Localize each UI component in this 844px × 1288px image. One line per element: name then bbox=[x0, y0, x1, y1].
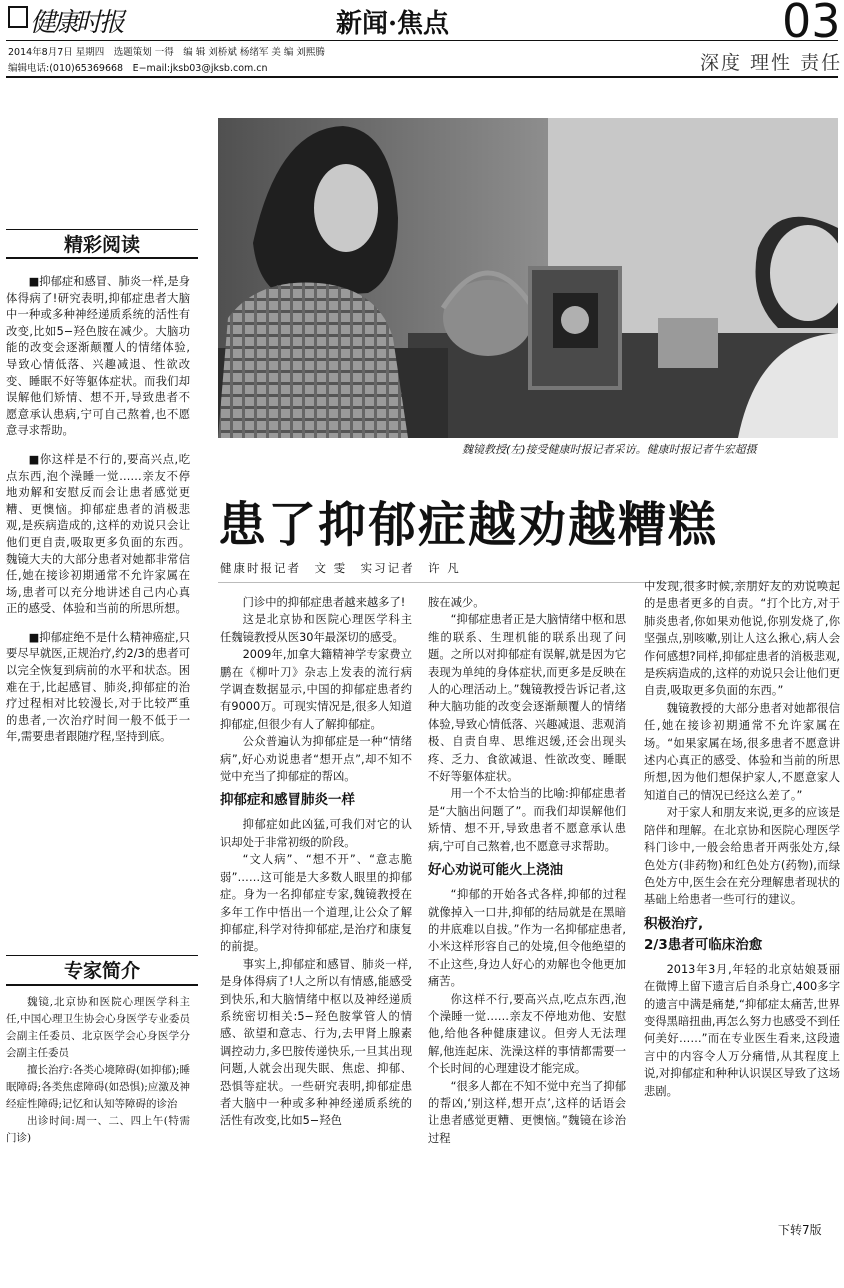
article-paragraph: “很多人都在不知不觉中充当了抑郁的帮凶,‘别这样,想开点’,这样的话语会让患者感觉更糟、更懊恼。”魏镜在诊治过程 bbox=[428, 1079, 626, 1145]
article-paragraph: 中发现,很多时候,亲朋好友的劝说唤起的是患者更多的自责。“打个比方,对于肺炎患者,你如果劝他说,你别发烧了,你坚强点,别咳嗽,别让人这么揪心,病人会作何感想?同样,抑郁症患者的消极悲观,是疾病造成的,这样的劝说只会让他们更自责,吸取更多负面的东西。” bbox=[644, 580, 840, 698]
highlight-item: ■抑郁症和感冒、肺炎一样,是身体得病了!研究表明,抑郁症患者大脑中一种或多种神经递质系统的活性有改变,比如5−羟色胺在减少。大脑功能的改变会逐渐颠覆人的情绪体验,导致心情低落、兴趣减退、性欲改变、睡眠不好等躯体症状。而我们却误解他们矫情、想不开,导致患者不愿意承认患病,宁可自己熬着,也不愿意寻求帮助。 bbox=[6, 275, 190, 438]
section-subheading: 积极治疗, 2/3患者可临床治愈 bbox=[644, 915, 763, 953]
expert-title-rule bbox=[6, 984, 198, 986]
article-paragraph: 胺在减少。 bbox=[428, 596, 485, 609]
article-paragraph: 公众普遍认为抑郁症是一种“情绪病”,好心劝说患者“想开点”,却不知不觉中充当了抑郁症的帮凶。 bbox=[220, 735, 412, 784]
header-rule-bottom bbox=[6, 76, 838, 78]
contact-line: 编辑电话:(010)65369668 E−mail:jksb03@jksb.com.cn bbox=[8, 63, 268, 74]
expert-clinic-hours: 出诊时间:周一、二、四上午(特需门诊) bbox=[6, 1115, 190, 1144]
motto: 深度 理性 责任 bbox=[700, 52, 843, 74]
article-paragraph: 门诊中的抑郁症患者越来越多了! bbox=[242, 596, 406, 609]
interview-photo-image bbox=[218, 118, 838, 438]
article-paragraph: 用一个不太恰当的比喻:抑郁症患者是“大脑出问题了”。而我们却误解他们矫情、想不开,导致患者不愿意承认患病,宁可自己熬着,也不愿意寻求帮助。 bbox=[428, 787, 626, 853]
article-column-3 bbox=[644, 578, 840, 1218]
highlights-title-rule bbox=[6, 257, 198, 259]
article-paragraph: 魏镜教授的大部分患者对她都很信任,她在接诊初期通常不允许家属在场。“如果家属在场,很多患者不愿意讲述内心真正的感受、体验和当前的所思所想,因为他们想保护家人,不愿意家人知道自己的情况已经这么差了。” bbox=[644, 701, 840, 802]
header-rule-top bbox=[6, 40, 838, 41]
newspaper-logo: 健康时报 bbox=[30, 8, 123, 38]
section-subheading: 抑郁症和感冒肺炎一样 bbox=[220, 792, 355, 809]
photo-caption: 魏镜教授(左)接受健康时报记者采访。健康时报记者牛宏超摄 bbox=[462, 443, 757, 456]
continued-on-page-note: 下转7版 bbox=[778, 1223, 822, 1237]
highlights-list bbox=[6, 274, 190, 938]
article-paragraph: 对于家人和朋友来说,更多的应该是陪伴和理解。在北京协和医院心理医学科门诊中,一般会给患者开两张处方,绿色处方(非药物)和红色处方(药物),而绿色处方中,医生会在充分理解患者现状的基础上给患者一些可行的建议。 bbox=[644, 806, 840, 907]
highlight-item: ■你这样是不行的,要高兴点,吃点东西,泡个澡睡一觉……亲友不停地劝解和安慰反而会让患者感觉更糟、更懊恼。抑郁症患者的消极悲观,是疾病造成的,这样的劝说只会让他们更自责,吸取更多负面的东西。魏镜大夫的大部分患者对她都非常信任,她在接诊初期通常不允许家属在场,患者可以充分地讲述自己内心真正的感受、体验和当前的所思所想。 bbox=[6, 452, 190, 616]
article-paragraph: “抑郁症患者正是大脑情绪中枢和思维的联系、生理机能的联系出现了问题。之所以对抑郁症有误解,就是因为它表现为单纯的身体症状,而更多是反映在人的心理活动上。”魏镜教授告诉记者,这种大脑功能的改变会逐渐颠覆人的情绪体验,导致心情低落、兴趣减退、悲观消极、自责自卑、思维迟缓,还会出现头疼、乏力、食欲减退、性欲改变、睡眠不好等躯体症状。 bbox=[428, 613, 626, 784]
article-headline: 患了抑郁症越劝越糟糕 bbox=[218, 497, 719, 553]
expert-specialties: 擅长治疗:各类心境障碍(如抑郁);睡眠障碍;各类焦虑障碍(如恐惧);应激及神经症性障碍;记忆和认知等障碍的诊治 bbox=[6, 1064, 190, 1110]
article-paragraph: 抑郁症如此凶猛,可我们对它的认识却处于非常初级的阶段。 bbox=[220, 818, 412, 849]
article-paragraph: “抑郁的开始各式各样,抑郁的过程就像掉入一口井,抑郁的结局就是在黑暗的井底难以自拔。”作为一名抑郁症患者,小米这样形容自己的处境,但令他绝望的不止这些,身边人好心的劝解也令他更加痛苦。 bbox=[428, 888, 626, 989]
article-paragraph: 你这样不行,要高兴点,吃点东西,泡个澡睡一觉……亲友不停地劝他、安慰他,给他各种健康建议。但旁人无法理解,他连起床、洗澡这样的事情都需要一个长时间的心理建设才能完成。 bbox=[428, 992, 626, 1076]
article-paragraph: 2013年3月,年轻的北京姑娘聂丽在微博上留下遗言后自杀身亡,400多字的遗言中满是痛楚,“抑郁症太痛苦,世界变得黑暗扭曲,再怎么努力也感受不到任何美好……”而在专业医生看来,这段遗言中的内容令人万分痛惜,从其程度上说,对抑郁症和种种认识误区导致了这场悲剧。 bbox=[644, 962, 840, 1098]
article-column-1 bbox=[220, 594, 412, 1226]
article-byline: 健康时报记者 文 雯 实习记者 许 凡 bbox=[220, 561, 461, 575]
expert-profile bbox=[6, 994, 190, 1204]
highlights-title: 精彩阅读 bbox=[63, 234, 140, 256]
article-paragraph: 事实上,抑郁症和感冒、肺炎一样,是身体得病了!人之所以有情感,能感受到快乐,和大脑情绪中枢以及神经递质系统密切相关:5−羟色胺掌管人的情感、欲望和意志、行为,去甲肾上腺素调控动力,多巴胺传递快乐,一旦其出现问题,人就会出现失眠、焦虑、抑郁、恐惧等症状。一些研究表明,抑郁症患者大脑中一种或多种神经递质系统的活性有改变,比如5−羟色 bbox=[220, 957, 412, 1128]
highlight-item: ■抑郁症绝不是什么精神癌症,只要尽早就医,正规治疗,约2/3的患者可以完全恢复到病前的水平和状态。困难在于,比起感冒、肺炎,抑郁症的治疗过程相对比较漫长,对于比较严重的患者,一次治疗时间一般不低于一年,需要患者跟随疗程,坚持到底。 bbox=[6, 630, 190, 744]
article-paragraph: “文人病”、“想不开”、“意志脆弱”……这可能是大多数人眼里的抑郁症。身为一名抑郁症专家,魏镜教授在多年工作中悟出一个道理,让公众了解抑郁症,科学对待抑郁症,是治疗和康复的前提。 bbox=[220, 853, 412, 954]
interview-photo bbox=[218, 118, 838, 438]
page-number: 03 bbox=[782, 0, 841, 48]
article-paragraph: 2009年,加拿大籍精神学专家费立鹏在《柳叶刀》杂志上发表的流行病学调查数据显示,中国的抑郁症患者约有9000万。可现实情况是,很多人知道抑郁症,但很少有人了解抑郁症。 bbox=[220, 648, 412, 731]
newspaper-logo-icon bbox=[8, 6, 28, 28]
expert-bio: 魏镜,北京协和医院心理医学科主任,中国心理卫生协会心身医学专业委员会副主任委员、北京医学会心身医学分会副主任委员 bbox=[6, 996, 190, 1059]
expert-profile-title: 专家简介 bbox=[63, 960, 140, 982]
section-subheading: 好心劝说可能火上浇油 bbox=[428, 862, 563, 879]
article-paragraph: 这是北京协和医院心理医学科主任魏镜教授从医30年最深切的感受。 bbox=[220, 613, 412, 644]
article-column-2 bbox=[428, 594, 626, 1226]
section-title: 新闻·焦点 bbox=[336, 9, 450, 39]
issue-info-line: 2014年8月7日 星期四 选题策划 一得 编 辑 刘桥斌 杨绪军 美 编 刘熙腾 bbox=[8, 47, 325, 58]
